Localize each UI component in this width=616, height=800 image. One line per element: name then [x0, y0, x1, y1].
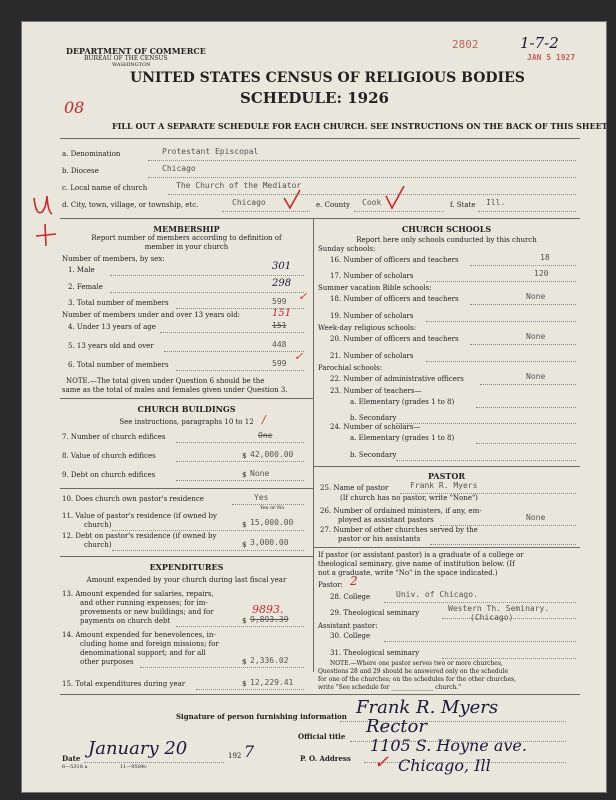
pastor-note-4: write "See schedule for ______________ church."	[318, 684, 461, 691]
q12-value: 3,000.00	[250, 538, 289, 547]
q10-value: Yes	[254, 493, 269, 502]
q4-value: 151	[272, 321, 287, 330]
q5-value: 448	[272, 340, 287, 349]
q19-label: 19. Number of scholars	[330, 312, 414, 320]
expenditures-title: EXPENDITURES	[149, 562, 224, 572]
q14-label-3: denominational support; and for all	[80, 649, 206, 657]
q8-value: 42,000.00	[250, 450, 294, 459]
bureau-label: BUREAU OF THE CENSUS	[84, 55, 168, 62]
q18-label: 18. Number of officers and teachers	[330, 295, 459, 303]
state-label: f. State	[450, 201, 476, 209]
q12-label: 12. Debt on pastor's residence (if owned by	[62, 532, 217, 540]
q18-value: None	[526, 292, 546, 301]
address-label: P. O. Address	[300, 754, 351, 763]
q28-label: 28. College	[330, 593, 371, 601]
q16-label: 16. Number of officers and teachers	[330, 256, 459, 264]
address-value-2: Chicago, Ill	[398, 756, 491, 775]
pastor-note-1: NOTE.—Where one pastor serves two or more churches,	[330, 660, 503, 667]
q2-value: 298	[272, 278, 292, 289]
q1-value: 301	[272, 261, 292, 272]
q23a-label: a. Elementary (grades 1 to 8)	[350, 398, 455, 406]
pastor-sub-label: Pastor:	[318, 581, 343, 589]
q3-label: 3. Total number of members	[68, 299, 169, 307]
address-check: ✓	[374, 752, 390, 773]
city-value: Chicago	[232, 198, 266, 207]
yes-no-hint: Yes or No	[260, 505, 285, 511]
q14-label-2: cluding home and foreign missions; for	[80, 640, 219, 648]
church-name-label: c. Local name of church	[62, 184, 148, 192]
q25-value: Frank R. Myers	[410, 481, 478, 490]
q3-check: ✓	[298, 290, 308, 303]
membership-title: MEMBERSHIP	[153, 224, 220, 234]
q6-label: 6. Total number of members	[68, 361, 169, 369]
grad-note-1: If pastor (or assistant pastor) is a graduate of a college or	[318, 551, 524, 559]
state-value: Ill.	[486, 198, 506, 207]
schools-title: CHURCH SCHOOLS	[401, 224, 492, 234]
q11-value: 15,000.00	[250, 518, 294, 527]
signature-label: Signature of person furnishing information	[176, 712, 347, 721]
official-title-label: Official title	[298, 732, 346, 741]
q17-label: 17. Number of scholars	[330, 272, 414, 280]
q23-label: 23. Number of teachers—	[330, 387, 422, 395]
q9-value: None	[250, 469, 270, 478]
assistant-label: Assistant pastor:	[318, 622, 378, 630]
q9-label: 9. Debt on church edifices	[62, 471, 156, 479]
weekday-label: Week-day religious schools:	[318, 324, 417, 332]
q12-label-2: church)	[84, 541, 112, 549]
membership-note-1: NOTE.—The total given under Question 6 should be the	[66, 377, 265, 385]
q13-value: 9,893.39	[250, 615, 289, 624]
q7-label: 7. Number of church edifices	[62, 433, 166, 441]
dept-label: DEPARTMENT OF COMMERCE	[66, 46, 206, 56]
church-name-value: The Church of the Mediator	[176, 181, 302, 190]
summer-label: Summer vacation Bible schools:	[318, 284, 432, 292]
denomination-label: a. Denomination	[62, 150, 121, 158]
q22-value: None	[526, 372, 546, 381]
official-title-value: Rector	[366, 716, 427, 737]
q13-label-3: provements or new buildings; and for	[80, 608, 214, 616]
date-label: Date	[62, 754, 81, 763]
handwritten-date: 1-7-2	[520, 34, 559, 52]
q14-label: 14. Amount expended for benevolences, in-	[62, 631, 216, 639]
q23b-label: b. Secondary	[350, 414, 397, 422]
year-prefix: 192	[228, 752, 242, 760]
by-sex-label: Number of members, by sex:	[62, 255, 165, 263]
q21-label: 21. Number of scholars	[330, 352, 414, 360]
q30-label: 30. College	[330, 632, 371, 640]
q22-label: 22. Number of administrative officers	[330, 375, 464, 383]
diocese-label: b. Diocese	[62, 167, 99, 175]
buildings-mark: /	[262, 413, 266, 426]
pastor-title: PASTOR	[428, 471, 465, 481]
q29-value: Western Th. Seminary.	[448, 604, 550, 613]
q2-label: 2. Female	[68, 283, 103, 291]
date-stamp: JAN 5 1927	[527, 53, 576, 62]
q13-label: 13. Amount expended for salaries, repairs,	[62, 590, 214, 598]
under-over-label: Number of members under and over 13 years old:	[62, 311, 241, 319]
pastor-red-mark: 2	[350, 574, 358, 588]
q20-value: None	[526, 332, 546, 341]
q16-value: 18	[540, 253, 550, 262]
signature-value: Frank R. Myers	[356, 697, 499, 718]
form-number-stamp: 2802	[452, 38, 479, 51]
schools-sub: Report here only schools conducted by this church	[356, 236, 537, 244]
buildings-sub: See instructions, paragraphs 10 to 12	[119, 418, 254, 426]
q24b-label: b. Secondary	[350, 451, 397, 459]
membership-intro-2: member in your church	[144, 243, 229, 251]
pastor-note-3: for one of the churches; on the schedules for the other churches,	[318, 676, 517, 683]
city-label: d. City, town, village, or township, etc.	[62, 201, 199, 209]
q6-value: 599	[272, 359, 287, 368]
q14-value: 2,336.02	[250, 656, 289, 665]
q27-label-2: pastor or his assistants	[338, 535, 421, 543]
q7-value: One	[258, 431, 273, 440]
form-number: 6—5318 a	[62, 764, 88, 770]
membership-intro-1: Report number of members according to definition of	[91, 234, 282, 242]
q11-label-2: church)	[84, 521, 112, 529]
q15-label: 15. Total expenditures during year	[62, 680, 186, 688]
q13-red-figure: 9893.	[252, 603, 284, 616]
address-value: 1105 S. Hoyne ave.	[370, 736, 527, 755]
diocese-value: Chicago	[162, 164, 196, 173]
q31-label: 31. Theological seminary	[330, 649, 420, 657]
city-label: WASHINGTON	[112, 62, 151, 68]
q26-label-2: ployed as assistant pastors	[338, 516, 434, 524]
q10-label: 10. Does church own pastor's residence	[62, 495, 204, 503]
red-number: 08	[64, 98, 85, 117]
form-title: UNITED STATES CENSUS OF RELIGIOUS BODIES	[130, 70, 525, 86]
year-value: 7	[244, 742, 255, 761]
county-value: Cook	[362, 198, 382, 207]
q29-label: 29. Theological seminary	[330, 609, 420, 617]
grad-note-2: theological seminary, give name of institution below. (If	[318, 560, 515, 568]
q24-label: 24. Number of scholars—	[330, 423, 421, 431]
q26-label: 26. Number of ordained ministers, if any, em-	[320, 507, 482, 515]
q4-label: 4. Under 13 years of age	[68, 323, 156, 331]
q26-value: None	[526, 513, 546, 522]
q25-note: (If church has no pastor, write "None")	[340, 494, 478, 502]
date-value: January 20	[88, 738, 188, 759]
print-number: 11—9584c	[120, 764, 147, 770]
q25-label: 25. Name of pastor	[320, 484, 389, 492]
instructions: FILL OUT A SEPARATE SCHEDULE FOR EACH CHURCH. SEE INSTRUCTIONS ON THE BACK OF THIS SHEET	[112, 121, 608, 131]
sunday-label: Sunday schools:	[318, 245, 376, 253]
q5-label: 5. 13 years old and over	[68, 342, 154, 350]
q29-value-2: (Chicago)	[470, 613, 514, 622]
q13-label-2: and other running expenses; for im-	[80, 599, 208, 607]
expenditures-sub: Amount expended by your church during last fiscal year	[86, 576, 287, 584]
pastor-note-2: Questions 28 and 29 should be answered only on the schedule	[318, 668, 509, 675]
parochial-label: Parochial schools:	[318, 364, 383, 372]
membership-note-2: same as the total of males and females given under Question 3.	[62, 386, 288, 394]
county-label: e. County	[316, 201, 350, 209]
q11-label: 11. Value of pastor's residence (if owned by	[62, 512, 217, 520]
q6-check: ✓	[294, 350, 304, 363]
q14-label-4: other purposes	[80, 658, 134, 666]
q13-label-4: payments on church debt	[80, 617, 171, 625]
q3-value: 599	[272, 297, 287, 306]
q17-value: 120	[534, 269, 549, 278]
q28-value: Univ. of Chicago.	[396, 590, 478, 599]
q27-label: 27. Number of other churches served by the	[320, 526, 478, 534]
q15-value: 12,229.41	[250, 678, 294, 687]
q1-label: 1. Male	[68, 266, 95, 274]
denomination-value: Protestant Episcopal	[162, 147, 259, 156]
under-over-value: 151	[272, 308, 292, 319]
q20-label: 20. Number of officers and teachers	[330, 335, 459, 343]
grad-note-3: not a graduate, write "No" in the space indicated.)	[318, 569, 498, 577]
q24a-label: a. Elementary (grades 1 to 8)	[350, 434, 455, 442]
buildings-title: CHURCH BUILDINGS	[137, 404, 236, 414]
red-checkmarks	[282, 186, 412, 216]
schedule-title: SCHEDULE: 1926	[240, 89, 389, 107]
q8-label: 8. Value of church edifices	[62, 452, 156, 460]
